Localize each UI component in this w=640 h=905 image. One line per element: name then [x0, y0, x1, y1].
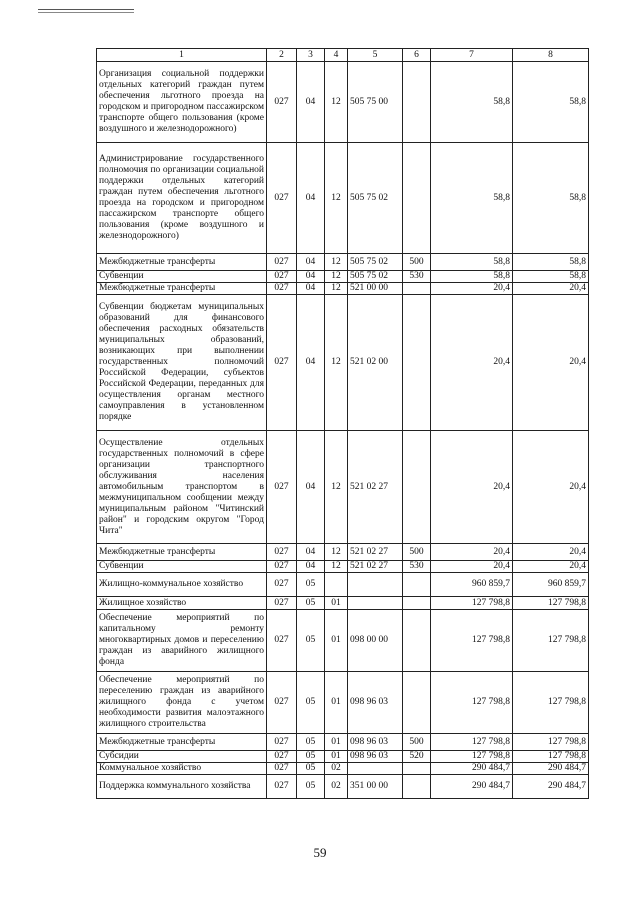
row-cell-c3: 05: [297, 597, 325, 610]
row-cell-c4: 01: [325, 734, 348, 751]
table-row: [97, 431, 589, 544]
row-cell-c8: 127 798,8: [513, 751, 589, 763]
row-cell-c4: 12: [325, 254, 348, 271]
row-cell-c2: 027: [267, 734, 297, 751]
row-cell-c3: 04: [297, 143, 325, 254]
row-cell-c3: 05: [297, 775, 325, 799]
row-cell-c2: 027: [267, 143, 297, 254]
row-cell-c7: 20,4: [431, 544, 513, 561]
row-cell-c7: 20,4: [431, 295, 513, 431]
table-row: [97, 775, 589, 799]
table-row: [97, 597, 589, 610]
table-row: [97, 283, 589, 295]
table-row: [97, 544, 589, 561]
col-header: 3: [297, 49, 325, 62]
row-cell-c2: 027: [267, 763, 297, 775]
row-cell-c6: [403, 610, 431, 672]
row-cell-c6: [403, 295, 431, 431]
table-row: [97, 254, 589, 271]
row-name-cell: Субвенции: [97, 271, 267, 283]
row-cell-c8: 20,4: [513, 283, 589, 295]
row-cell-c4: [325, 573, 348, 597]
row-cell-c4: 02: [325, 763, 348, 775]
row-cell-c3: 04: [297, 254, 325, 271]
row-cell-c4: 01: [325, 610, 348, 672]
row-cell-c8: 58,8: [513, 62, 589, 143]
row-cell-c4: 12: [325, 561, 348, 573]
row-cell-c6: 500: [403, 254, 431, 271]
row-name-cell: Жилищно-коммунальное хозяйство: [97, 573, 267, 597]
row-cell-c2: 027: [267, 775, 297, 799]
table-row: [97, 763, 589, 775]
top-rule: [38, 9, 134, 10]
table-row: [97, 271, 589, 283]
row-cell-c3: 04: [297, 295, 325, 431]
row-cell-c4: 12: [325, 431, 348, 544]
col-header: 8: [513, 49, 589, 62]
row-cell-c7: 127 798,8: [431, 751, 513, 763]
row-cell-c8: 20,4: [513, 561, 589, 573]
budget-table: [96, 48, 589, 799]
row-cell-c6: 500: [403, 734, 431, 751]
row-cell-c8: 127 798,8: [513, 597, 589, 610]
row-cell-c5: 505 75 02: [348, 271, 403, 283]
table-row: [97, 295, 589, 431]
row-cell-c5: [348, 763, 403, 775]
row-cell-c3: 05: [297, 751, 325, 763]
table-row: [97, 672, 589, 734]
row-cell-c6: [403, 763, 431, 775]
page-number: 59: [313, 845, 327, 860]
row-cell-c4: 12: [325, 295, 348, 431]
table-row: [97, 734, 589, 751]
row-cell-c4: 02: [325, 775, 348, 799]
row-cell-c5: 351 00 00: [348, 775, 403, 799]
row-cell-c2: 027: [267, 283, 297, 295]
row-name-cell: Организация социальной поддержки отдельных категорий граждан путем обеспечения льготного проезда на городском и пригородном пассажирском транспорте общего пользования (кроме воздушного и железнодорожного): [97, 62, 267, 143]
row-cell-c4: 12: [325, 143, 348, 254]
row-cell-c8: 127 798,8: [513, 610, 589, 672]
row-name-cell: Поддержка коммунального хозяйства: [97, 775, 267, 799]
row-cell-c7: 290 484,7: [431, 775, 513, 799]
row-cell-c2: 027: [267, 431, 297, 544]
row-cell-c3: 05: [297, 763, 325, 775]
col-header: 7: [431, 49, 513, 62]
row-cell-c7: 20,4: [431, 283, 513, 295]
row-cell-c3: 05: [297, 672, 325, 734]
row-cell-c6: 500: [403, 544, 431, 561]
row-cell-c5: 505 75 02: [348, 254, 403, 271]
row-cell-c3: 04: [297, 431, 325, 544]
row-cell-c3: 05: [297, 734, 325, 751]
row-cell-c7: 20,4: [431, 431, 513, 544]
row-name-cell: Межбюджетные трансферты: [97, 544, 267, 561]
row-cell-c3: 05: [297, 573, 325, 597]
row-cell-c7: 58,8: [431, 271, 513, 283]
row-cell-c2: 027: [267, 62, 297, 143]
row-name-cell: Субвенции бюджетам муниципальных образований для финансового обеспечения расходных обязательств муниципальных образований, возникающих при выполнении государственных полномочий Российской Федерации, субъектов Российской Федерации, переданных для осуществления органам местного самоуправления в установленном порядке: [97, 295, 267, 431]
row-name-cell: Администрирование государственного полномочия по организации социальной поддержки отдельных категорий граждан путем обеспечения льготного проезда на городском и пригородном пассажирском транспорте общего пользования (кроме воздушного и железнодорожного): [97, 143, 267, 254]
row-cell-c3: 04: [297, 561, 325, 573]
row-cell-c8: 20,4: [513, 544, 589, 561]
row-name-cell: Субсидии: [97, 751, 267, 763]
row-cell-c8: 20,4: [513, 295, 589, 431]
table-row: [97, 751, 589, 763]
row-name-cell: Субвенции: [97, 561, 267, 573]
row-cell-c3: 04: [297, 62, 325, 143]
table-row: [97, 62, 589, 143]
row-cell-c4: 12: [325, 271, 348, 283]
row-name-cell: Межбюджетные трансферты: [97, 734, 267, 751]
col-header: 2: [267, 49, 297, 62]
row-cell-c2: 027: [267, 295, 297, 431]
row-name-cell: Осуществление отдельных государственных полномочий в сфере организации транспортного обслуживания населения автомобильным транспортом в межмуниципальном сообщении между муниципальным районом "Читинский район" и городским округом "Город Чита": [97, 431, 267, 544]
row-name-cell: Коммунальное хозяйство: [97, 763, 267, 775]
row-cell-c5: 521 02 27: [348, 561, 403, 573]
row-cell-c7: 127 798,8: [431, 672, 513, 734]
row-cell-c6: [403, 672, 431, 734]
row-cell-c2: 027: [267, 573, 297, 597]
row-cell-c6: 530: [403, 561, 431, 573]
row-name-cell: Межбюджетные трансферты: [97, 283, 267, 295]
row-name-cell: Жилищное хозяйство: [97, 597, 267, 610]
row-cell-c2: 027: [267, 561, 297, 573]
row-cell-c6: [403, 143, 431, 254]
table-row: [97, 561, 589, 573]
col-header: 1: [97, 49, 267, 62]
row-cell-c5: 098 96 03: [348, 672, 403, 734]
row-cell-c4: 01: [325, 597, 348, 610]
table-row: [97, 573, 589, 597]
row-cell-c5: [348, 573, 403, 597]
col-header: 4: [325, 49, 348, 62]
row-cell-c6: [403, 431, 431, 544]
row-cell-c8: 960 859,7: [513, 573, 589, 597]
row-cell-c2: 027: [267, 271, 297, 283]
row-cell-c5: 521 02 27: [348, 431, 403, 544]
row-cell-c5: 098 96 03: [348, 751, 403, 763]
row-cell-c5: 098 00 00: [348, 610, 403, 672]
row-cell-c3: 05: [297, 610, 325, 672]
row-cell-c6: [403, 283, 431, 295]
row-cell-c2: 027: [267, 610, 297, 672]
row-cell-c2: 027: [267, 751, 297, 763]
col-header: 5: [348, 49, 403, 62]
row-cell-c5: 521 02 00: [348, 295, 403, 431]
row-cell-c7: 20,4: [431, 561, 513, 573]
row-cell-c6: [403, 775, 431, 799]
row-cell-c8: 290 484,7: [513, 775, 589, 799]
row-cell-c3: 04: [297, 283, 325, 295]
table-row: [97, 610, 589, 672]
row-cell-c8: 58,8: [513, 254, 589, 271]
row-cell-c7: 58,8: [431, 62, 513, 143]
row-cell-c4: 12: [325, 62, 348, 143]
row-cell-c7: 127 798,8: [431, 734, 513, 751]
row-cell-c4: 01: [325, 751, 348, 763]
row-cell-c2: 027: [267, 254, 297, 271]
top-rule-secondary: [38, 12, 134, 13]
row-cell-c3: 04: [297, 544, 325, 561]
row-cell-c5: [348, 597, 403, 610]
row-name-cell: Обеспечение мероприятий по капитальному ремонту многоквартирных домов и переселению граждан из аварийного жилищного фонда: [97, 610, 267, 672]
row-cell-c7: 58,8: [431, 254, 513, 271]
row-cell-c8: 290 484,7: [513, 763, 589, 775]
row-cell-c5: 505 75 02: [348, 143, 403, 254]
row-cell-c2: 027: [267, 597, 297, 610]
row-cell-c8: 58,8: [513, 143, 589, 254]
row-cell-c8: 58,8: [513, 271, 589, 283]
row-cell-c2: 027: [267, 544, 297, 561]
row-cell-c7: 290 484,7: [431, 763, 513, 775]
table-row: [97, 143, 589, 254]
row-cell-c5: 521 02 27: [348, 544, 403, 561]
table-header-row: [97, 49, 589, 62]
row-cell-c6: [403, 597, 431, 610]
row-name-cell: Обеспечение мероприятий по переселению граждан из аварийного жилищного фонда с учетом необходимости развития малоэтажного жилищного строительства: [97, 672, 267, 734]
row-cell-c7: 58,8: [431, 143, 513, 254]
row-cell-c5: 521 00 00: [348, 283, 403, 295]
row-cell-c7: 127 798,8: [431, 597, 513, 610]
col-header: 6: [403, 49, 431, 62]
row-cell-c6: 520: [403, 751, 431, 763]
row-cell-c8: 127 798,8: [513, 734, 589, 751]
row-cell-c8: 127 798,8: [513, 672, 589, 734]
row-cell-c4: 12: [325, 544, 348, 561]
row-cell-c5: 505 75 00: [348, 62, 403, 143]
row-cell-c6: 530: [403, 271, 431, 283]
row-cell-c4: 12: [325, 283, 348, 295]
row-cell-c8: 20,4: [513, 431, 589, 544]
row-cell-c6: [403, 573, 431, 597]
row-cell-c5: 098 96 03: [348, 734, 403, 751]
row-cell-c6: [403, 62, 431, 143]
row-cell-c2: 027: [267, 672, 297, 734]
row-cell-c3: 04: [297, 271, 325, 283]
row-name-cell: Межбюджетные трансферты: [97, 254, 267, 271]
row-cell-c7: 127 798,8: [431, 610, 513, 672]
row-cell-c7: 960 859,7: [431, 573, 513, 597]
row-cell-c4: 01: [325, 672, 348, 734]
